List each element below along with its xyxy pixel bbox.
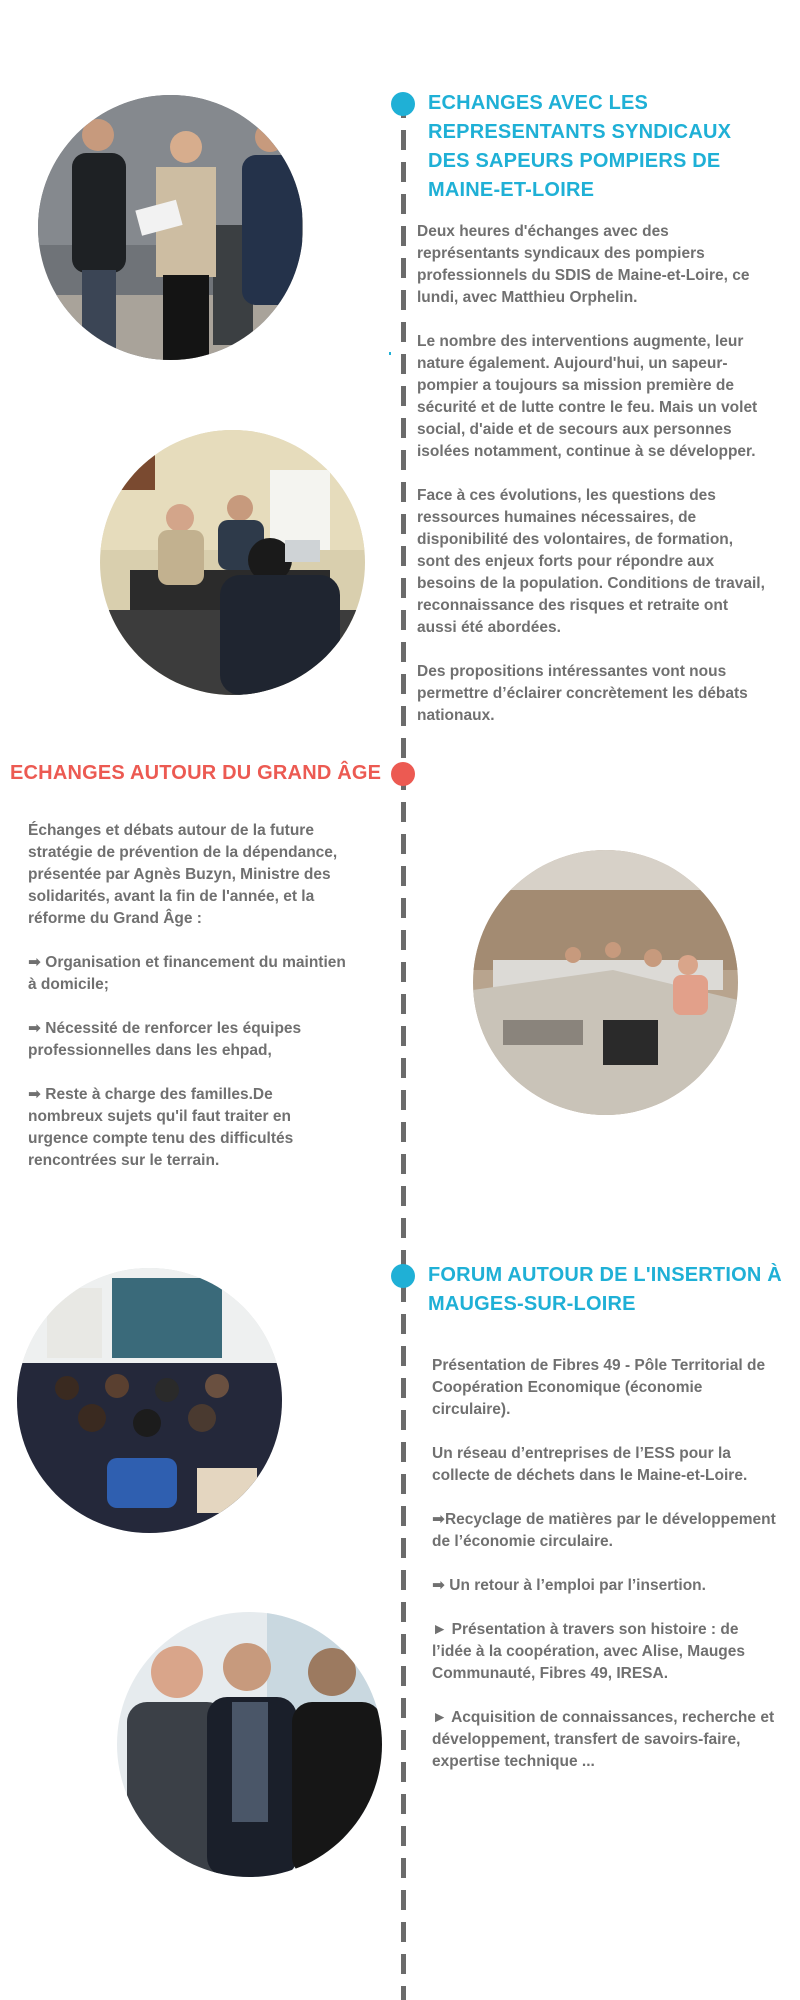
timeline-line <box>401 98 406 2000</box>
section-3-text <box>432 1355 782 1773</box>
section-1-paragraph: Des propositions intéressantes vont nous permettre d’éclairer concrètement les débats nationaux. <box>417 663 748 724</box>
section-3-title: FORUM AUTOUR DE L'INSERTION À MAUGES-SUR-LOIRE <box>428 1264 782 1315</box>
section-2-paragraph: ➡ Organisation et financement du maintien à domicile; <box>28 954 346 993</box>
section-3-paragraph: ➡ Un retour à l’emploi par l’insertion. <box>432 1577 706 1594</box>
section-3-paragraph: ► Présentation à travers son histoire : de l’idée à la coopération, avec Alise, Mauges Communauté, Fibres 49, IRESA. <box>432 1621 745 1682</box>
photo-three-people-talking <box>117 1612 382 1877</box>
photo-meeting-table <box>100 430 365 695</box>
section-2-paragraph: ➡ Nécessité de renforcer les équipes professionnelles dans les ehpad, <box>28 1020 302 1059</box>
section-2-paragraph: ➡ Reste à charge des familles.De nombreux sujets qu'il faut traiter en urgence compte tenu des difficultés rencontrées sur le terrain. <box>28 1086 294 1169</box>
section-3-paragraph: Présentation de Fibres 49 - Pôle Territorial de Coopération Economique (économie circulaire). <box>432 1357 766 1418</box>
timeline-dot-section-3 <box>391 1264 415 1288</box>
photo-meeting-handshake <box>38 95 303 360</box>
section-3-paragraph: Un réseau d’entreprises de l’ESS pour la collecte de déchets dans le Maine-et-Loire. <box>432 1445 748 1484</box>
section-1-title: ECHANGES AVEC LES REPRESENTANTS SYNDICAUX DES SAPEURS POMPIERS DE MAINE-ET-LOIRE <box>428 92 732 201</box>
section-2-title: ECHANGES AUTOUR DU GRAND ÂGE <box>10 762 382 784</box>
section-1-text <box>417 221 767 727</box>
section-3-paragraph: ► Acquisition de connaissances, recherche et développement, transfert de savoirs-faire, expertise technique ... <box>432 1709 775 1770</box>
photo-conference-room <box>473 850 738 1115</box>
section-1-paragraph: Face à ces évolutions, les questions des ressources humaines nécessaires, de disponibilité des volontaires, de formation, sont des enjeux forts pour répondre aux besoins de la population. Conditions de travail, reconnaissance des risques et retraite ont aussi été abordées. <box>417 487 765 636</box>
photo-forum-audience <box>17 1268 282 1533</box>
section-2-text <box>28 820 348 1172</box>
timeline-marker-small <box>389 352 391 355</box>
timeline-dot-section-1 <box>391 92 415 116</box>
section-1-paragraph: Le nombre des interventions augmente, leur nature également. Aujourd'hui, un sapeur-pompier a toujours sa mission première de sécurité et de lutte contre le feu. Mais un volet social, d'aide et de secours aux personnes isolées notamment, continue à se développer. <box>417 333 758 460</box>
section-1-paragraph: Deux heures d'échanges avec des représentants syndicaux des pompiers professionnels du SDIS de Maine-et-Loire, ce lundi, avec Matthieu Orphelin. <box>417 223 750 306</box>
section-3-paragraph: ➡Recyclage de matières par le développement de l’économie circulaire. <box>432 1511 776 1550</box>
timeline-dot-section-2 <box>391 762 415 786</box>
section-2-paragraph: Échanges et débats autour de la future stratégie de prévention de la dépendance, présentée par Agnès Buzyn, Ministre des solidarités, avant la fin de l'année, et la réforme du Grand Âge : <box>28 822 338 927</box>
